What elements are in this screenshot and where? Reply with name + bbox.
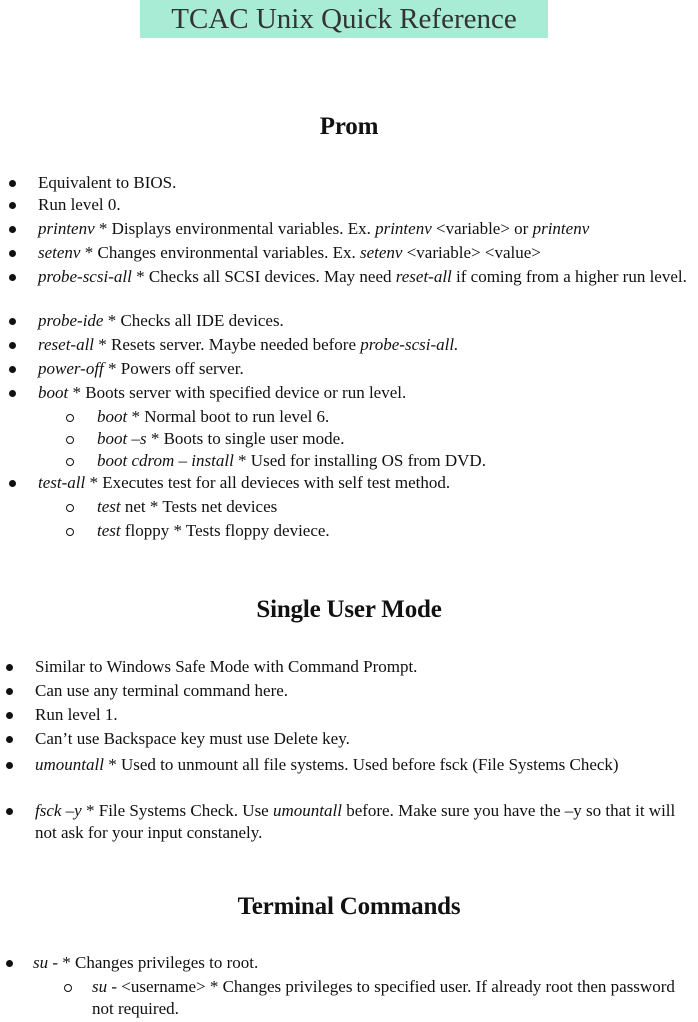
item-text [35, 704, 692, 726]
circle-bullet-icon [66, 414, 74, 422]
command-name: printenv [532, 219, 590, 238]
item-text [35, 754, 692, 776]
bullet-icon [9, 274, 16, 281]
description-text: Similar to Windows Safe Mode with Command Prompt. [35, 657, 418, 676]
command-name: boot [97, 407, 128, 426]
command-name: setenv [359, 243, 403, 262]
bullet-icon [9, 202, 16, 209]
bullet-icon [9, 480, 16, 487]
command-name: boot –s [97, 429, 147, 448]
command-name: probe-ide [38, 311, 104, 330]
description-text: before. Make sure you have the –y so that it will not ask for your input constanely. [35, 801, 676, 842]
document-title: TCAC Unix Quick Reference [140, 0, 548, 38]
description-text: * Executes test for all devieces with self test method. [85, 473, 451, 492]
bullet-icon [6, 960, 13, 967]
description-text: * Normal boot to run level 6. [127, 407, 330, 426]
description-text: <variable> or [431, 219, 533, 238]
command-name: reset-all [395, 267, 452, 286]
list-item [0, 472, 698, 496]
command-name: test [97, 521, 121, 540]
item-text [97, 450, 692, 472]
command-name: test-all [38, 473, 86, 492]
bullet-icon [9, 226, 16, 233]
bullet-icon [9, 250, 16, 257]
description-text: if coming from a higher run level. [451, 267, 687, 286]
sub-list-item [0, 520, 698, 544]
bullet-icon [9, 366, 16, 373]
bullet-icon [9, 318, 16, 325]
sub-list-item [0, 428, 698, 450]
description-text: Can’t use Backspace key must use Delete key. [35, 729, 350, 748]
item-text [38, 266, 692, 288]
item-text [38, 472, 692, 494]
item-text [35, 680, 692, 702]
list-item [0, 334, 698, 358]
item-text [35, 656, 692, 678]
command-name: reset-all [38, 335, 95, 354]
list-item [0, 172, 698, 194]
bullet-icon [6, 712, 13, 719]
circle-bullet-icon [66, 436, 74, 444]
description-text: Equivalent to BIOS. [38, 173, 177, 192]
command-name: printenv [38, 219, 95, 238]
list-item [0, 656, 698, 680]
circle-bullet-icon [64, 984, 72, 992]
command-name: umountall [35, 755, 104, 774]
bullet-icon [6, 664, 13, 671]
bullet-icon [6, 736, 13, 743]
item-text [38, 172, 692, 194]
sub-list-item [0, 406, 698, 428]
command-name: setenv [38, 243, 81, 262]
item-text [97, 496, 692, 518]
circle-bullet-icon [66, 458, 74, 466]
description-text: floppy * Tests floppy deviece. [120, 521, 330, 540]
item-text [92, 976, 692, 1020]
terminal-commands-list [0, 952, 698, 1022]
command-name: printenv [375, 219, 432, 238]
item-text [38, 242, 692, 264]
list-item [0, 800, 698, 848]
list-item [0, 358, 698, 382]
description-text: Can use any terminal command here. [35, 681, 289, 700]
command-name: power-off [38, 359, 104, 378]
description-text: * File Systems Check. Use [81, 801, 273, 820]
sub-list-item [0, 976, 698, 1022]
item-text [97, 406, 692, 428]
item-text [38, 382, 692, 404]
description-text: - * Changes privileges to root. [48, 953, 259, 972]
sub-list-item [0, 496, 698, 520]
item-text [38, 194, 692, 216]
item-text [35, 728, 692, 750]
bullet-icon [9, 342, 16, 349]
command-name: umountall [272, 801, 342, 820]
sub-list-item [0, 450, 698, 472]
command-name: probe-scsi-all [38, 267, 132, 286]
list-item [0, 242, 698, 266]
description-text: * Changes environmental variables. Ex. [80, 243, 360, 262]
description-text: * Resets server. Maybe needed before [94, 335, 361, 354]
item-text [38, 218, 692, 240]
bullet-icon [6, 688, 13, 695]
circle-bullet-icon [66, 528, 74, 536]
list-item [0, 680, 698, 704]
prom-list [0, 172, 698, 544]
bullet-icon [9, 180, 16, 187]
section-heading-prom: Prom [319, 113, 379, 140]
bullet-icon [9, 390, 16, 397]
description-text: Run level 1. [35, 705, 118, 724]
list-item [0, 218, 698, 242]
description-text: - <username> * Changes privileges to specified user. If already root then password not required. [92, 977, 675, 1018]
description-text: * Checks all IDE devices. [103, 311, 284, 330]
description-text: * Checks all SCSI devices. May need [131, 267, 396, 286]
list-item [0, 266, 698, 310]
description-text: * Used to unmount all file systems. Used before fsck (File Systems Check) [103, 755, 619, 774]
description-text: * Boots server with specified device or run level. [68, 383, 407, 402]
list-item [0, 952, 698, 976]
item-text [38, 358, 692, 380]
description-text: * Boots to single user mode. [146, 429, 345, 448]
description-text: * Powers off server. [103, 359, 244, 378]
command-name: su [33, 953, 49, 972]
section-heading-terminal-commands: Terminal Commands [237, 893, 461, 920]
single-user-mode-list [0, 656, 698, 848]
description-text: net * Tests net devices [120, 497, 278, 516]
item-text [35, 800, 692, 844]
description-text: * Used for installing OS from DVD. [233, 451, 486, 470]
item-text [33, 952, 692, 974]
list-item [0, 704, 698, 728]
circle-bullet-icon [66, 504, 74, 512]
item-text [38, 334, 692, 356]
description-text: * Displays environmental variables. Ex. [94, 219, 376, 238]
list-item [0, 310, 698, 334]
list-item [0, 382, 698, 406]
command-name: fsck –y [35, 801, 82, 820]
command-name: probe-scsi-all. [360, 335, 459, 354]
description-text: Run level 0. [38, 195, 121, 214]
item-text [38, 310, 692, 332]
command-name: boot cdrom – install [97, 451, 234, 470]
section-heading-single-user-mode: Single User Mode [256, 596, 442, 623]
item-text [97, 520, 692, 542]
bullet-icon [6, 808, 13, 815]
list-item [0, 754, 698, 800]
bullet-icon [6, 762, 13, 769]
list-item [0, 194, 698, 218]
command-name: boot [38, 383, 69, 402]
item-text [97, 428, 692, 450]
list-item [0, 728, 698, 754]
command-name: su [92, 977, 108, 996]
description-text: <variable> <value> [402, 243, 541, 262]
command-name: test [97, 497, 121, 516]
